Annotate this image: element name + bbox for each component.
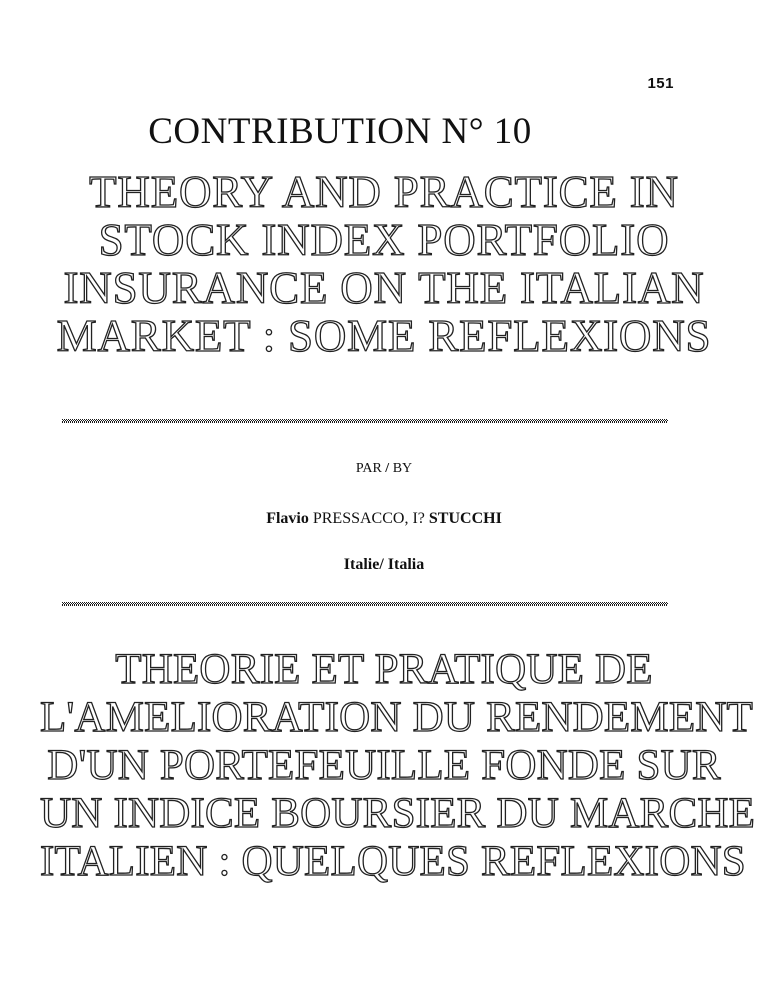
byline-slash: / xyxy=(385,461,390,476)
top-divider xyxy=(62,419,668,423)
bottom-divider xyxy=(62,602,668,606)
french-title-line: L'AMELIORATION DU RENDEMENT xyxy=(40,694,754,741)
french-title-line: D'UN PORTEFEUILLE FONDE SUR xyxy=(47,742,721,789)
byline-par: PAR xyxy=(355,461,382,476)
english-title-line: STOCK INDEX PORTFOLIO xyxy=(98,215,670,265)
country: Italie/ Italia xyxy=(343,556,425,573)
byline xyxy=(0,461,768,477)
french-title xyxy=(40,646,756,886)
author-initial: I? xyxy=(412,510,425,527)
contribution-heading: CONTRIBUTION N° 10 xyxy=(148,111,532,152)
french-title-line: ITALIEN : QUELQUES REFLEXIONS xyxy=(40,838,746,885)
english-title-line: THEORY AND PRACTICE IN xyxy=(89,167,679,217)
french-title-line: UN INDICE BOURSIER DU MARCHE xyxy=(40,790,756,837)
byline-by: BY xyxy=(392,461,413,476)
french-title-line: THEORIE ET PRATIQUE DE xyxy=(115,646,653,693)
page-number: 151 xyxy=(647,75,674,92)
author-second-surname: STUCCHI xyxy=(428,510,502,527)
english-title-line: INSURANCE ON THE ITALIAN xyxy=(63,263,705,313)
author-first-name: Flavio xyxy=(266,510,309,527)
english-title-line: MARKET : SOME REFLEXIONS xyxy=(56,311,712,361)
authors xyxy=(0,510,768,528)
english-title xyxy=(40,168,728,360)
author-first-surname: PRESSACCO, xyxy=(312,510,413,527)
